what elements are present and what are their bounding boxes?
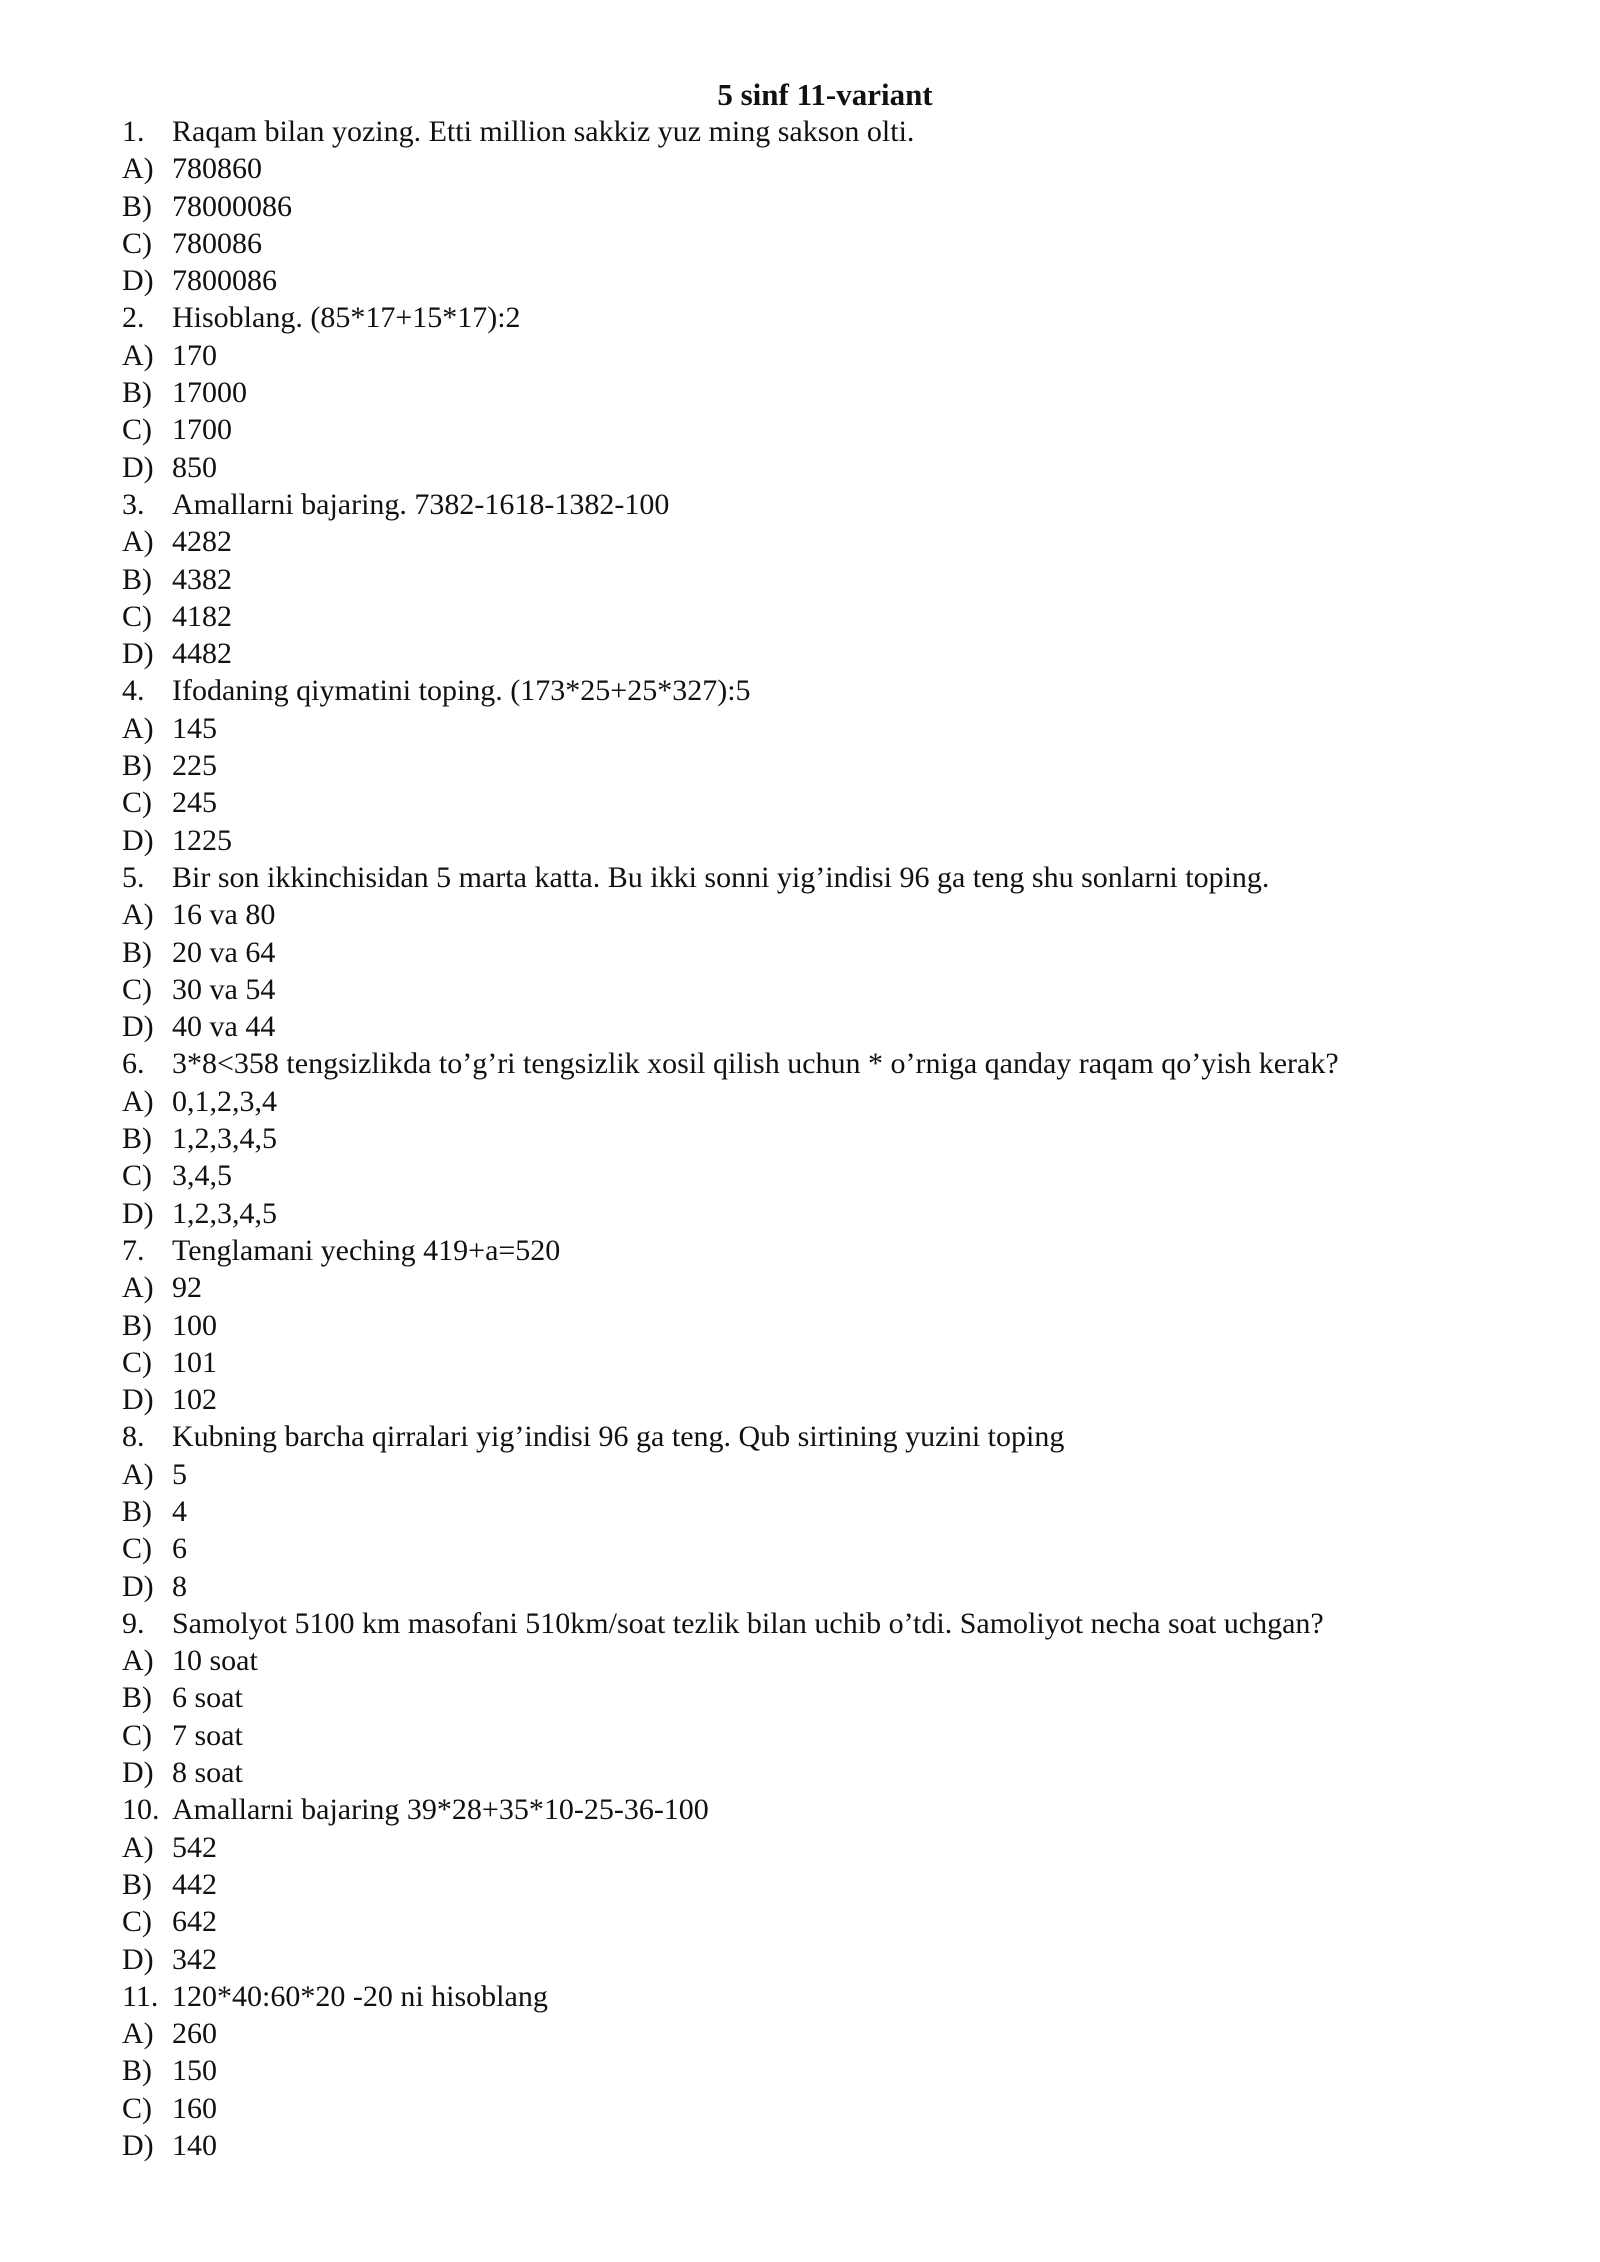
option-label: C) xyxy=(122,1345,152,1379)
option-text: 4482 xyxy=(172,637,232,671)
option-label: A) xyxy=(122,1271,154,1305)
option-label: A) xyxy=(122,1457,154,1491)
option-text: 100 xyxy=(172,1308,217,1342)
question-text: Samolyot 5100 km masofani 510km/soat tezlik bilan uchib o’tdi. Samoliyot necha soat uchgan? xyxy=(172,1606,1324,1640)
option-text: 5 xyxy=(172,1457,187,1491)
option-label: D) xyxy=(122,1010,154,1044)
answer-option xyxy=(122,374,1542,411)
answer-option xyxy=(122,1269,1542,1306)
question-1 xyxy=(122,113,1542,150)
answer-option xyxy=(122,1829,1542,1866)
option-text: 102 xyxy=(172,1383,217,1417)
option-text: 342 xyxy=(172,1942,217,1976)
answer-option xyxy=(122,934,1542,971)
answer-option xyxy=(122,1941,1542,1978)
question-list xyxy=(122,113,1542,2164)
option-label: C) xyxy=(122,1718,152,1752)
question-number: 4. xyxy=(122,674,145,708)
question-text: Ifodaning qiymatini toping. (173*25+25*327):5 xyxy=(172,674,751,708)
option-label: D) xyxy=(122,1383,154,1417)
option-text: 780860 xyxy=(172,152,262,186)
question-text: Bir son ikkinchisidan 5 marta katta. Bu ikki sonni yig’indisi 96 ga teng shu sonlarni toping. xyxy=(172,860,1270,894)
option-label: D) xyxy=(122,1942,154,1976)
question-number: 3. xyxy=(122,487,145,521)
answer-option xyxy=(122,784,1542,821)
answer-option xyxy=(122,1568,1542,1605)
answer-option xyxy=(122,188,1542,225)
option-label: D) xyxy=(122,637,154,671)
question-number: 8. xyxy=(122,1420,145,1454)
option-text: 7800086 xyxy=(172,264,277,298)
answer-option xyxy=(122,1717,1542,1754)
answer-option xyxy=(122,2127,1542,2164)
question-4 xyxy=(122,672,1542,709)
option-text: 140 xyxy=(172,2129,217,2163)
option-label: C) xyxy=(122,226,152,260)
option-text: 3,4,5 xyxy=(172,1159,232,1193)
option-label: C) xyxy=(122,1532,152,1566)
answer-option xyxy=(122,150,1542,187)
option-text: 4182 xyxy=(172,599,232,633)
question-8 xyxy=(122,1418,1542,1455)
option-text: 30 va 54 xyxy=(172,972,276,1006)
question-number: 6. xyxy=(122,1047,145,1081)
question-text: Amallarni bajaring 39*28+35*10-25-36-100 xyxy=(172,1793,709,1827)
option-text: 542 xyxy=(172,1830,217,1864)
option-label: B) xyxy=(122,935,152,969)
option-text: 225 xyxy=(172,749,217,783)
option-label: B) xyxy=(122,1308,152,1342)
question-7 xyxy=(122,1232,1542,1269)
option-text: 4282 xyxy=(172,525,232,559)
option-label: C) xyxy=(122,786,152,820)
option-label: A) xyxy=(122,2017,154,2051)
option-label: C) xyxy=(122,1905,152,1939)
option-label: D) xyxy=(122,1756,154,1790)
answer-option xyxy=(122,1307,1542,1344)
answer-option xyxy=(122,1008,1542,1045)
option-text: 1,2,3,4,5 xyxy=(172,1122,277,1156)
option-label: D) xyxy=(122,264,154,298)
answer-option xyxy=(122,561,1542,598)
option-label: A) xyxy=(122,1084,154,1118)
answer-option xyxy=(122,822,1542,859)
question-text: Tenglamani yeching 419+a=520 xyxy=(172,1233,561,1267)
option-label: A) xyxy=(122,525,154,559)
answer-option xyxy=(122,971,1542,1008)
option-text: 1700 xyxy=(172,413,232,447)
answer-option xyxy=(122,2090,1542,2127)
option-text: 0,1,2,3,4 xyxy=(172,1084,277,1118)
option-text: 260 xyxy=(172,2017,217,2051)
option-label: D) xyxy=(122,1569,154,1603)
question-text: Raqam bilan yozing. Etti million sakkiz yuz ming sakson olti. xyxy=(172,115,915,148)
question-number: 2. xyxy=(122,301,145,335)
question-6 xyxy=(122,1045,1542,1082)
option-label: A) xyxy=(122,711,154,745)
answer-option xyxy=(122,337,1542,374)
option-label: B) xyxy=(122,1122,152,1156)
answer-option xyxy=(122,1679,1542,1716)
answer-option xyxy=(122,449,1542,486)
question-number: 1. xyxy=(122,115,145,148)
option-label: C) xyxy=(122,2091,152,2125)
answer-option xyxy=(122,635,1542,672)
question-text: Hisoblang. (85*17+15*17):2 xyxy=(172,301,521,335)
option-text: 20 va 64 xyxy=(172,935,276,969)
option-text: 8 soat xyxy=(172,1756,243,1790)
option-text: 150 xyxy=(172,2054,217,2088)
answer-option xyxy=(122,1120,1542,1157)
option-text: 92 xyxy=(172,1271,202,1305)
question-text: 120*40:60*20 -20 ni hisoblang xyxy=(172,1979,548,2013)
answer-option xyxy=(122,1903,1542,1940)
option-text: 16 va 80 xyxy=(172,898,276,932)
answer-option xyxy=(122,1157,1542,1194)
question-number: 11. xyxy=(122,1979,159,2013)
option-label: C) xyxy=(122,599,152,633)
question-2 xyxy=(122,299,1542,336)
option-label: A) xyxy=(122,1830,154,1864)
option-label: A) xyxy=(122,152,154,186)
option-label: C) xyxy=(122,1159,152,1193)
question-11 xyxy=(122,1978,1542,2015)
option-text: 4382 xyxy=(172,562,232,596)
option-label: C) xyxy=(122,972,152,1006)
option-text: 442 xyxy=(172,1867,217,1901)
question-5 xyxy=(122,859,1542,896)
answer-option xyxy=(122,225,1542,262)
answer-option xyxy=(122,896,1542,933)
question-3 xyxy=(122,486,1542,523)
answer-option xyxy=(122,1642,1542,1679)
question-9 xyxy=(122,1605,1542,1642)
option-text: 6 soat xyxy=(172,1681,243,1715)
question-number: 7. xyxy=(122,1233,145,1267)
answer-option xyxy=(122,1530,1542,1567)
option-label: D) xyxy=(122,823,154,857)
option-text: 10 soat xyxy=(172,1644,258,1678)
option-label: D) xyxy=(122,2129,154,2163)
option-text: 4 xyxy=(172,1494,187,1528)
option-label: D) xyxy=(122,450,154,484)
option-text: 850 xyxy=(172,450,217,484)
option-label: B) xyxy=(122,749,152,783)
answer-option xyxy=(122,1493,1542,1530)
option-label: B) xyxy=(122,2054,152,2088)
answer-option xyxy=(122,2015,1542,2052)
answer-option xyxy=(122,1754,1542,1791)
option-label: B) xyxy=(122,1494,152,1528)
answer-option xyxy=(122,523,1542,560)
option-label: A) xyxy=(122,898,154,932)
option-label: B) xyxy=(122,376,152,410)
answer-option xyxy=(122,2052,1542,2089)
answer-option xyxy=(122,747,1542,784)
option-text: 160 xyxy=(172,2091,217,2125)
answer-option xyxy=(122,1456,1542,1493)
answer-option xyxy=(122,710,1542,747)
option-text: 78000086 xyxy=(172,189,292,223)
option-text: 101 xyxy=(172,1345,217,1379)
option-label: C) xyxy=(122,413,152,447)
option-text: 145 xyxy=(172,711,217,745)
option-text: 8 xyxy=(172,1569,187,1603)
option-label: B) xyxy=(122,1867,152,1901)
option-text: 642 xyxy=(172,1905,217,1939)
option-text: 7 soat xyxy=(172,1718,243,1752)
option-label: A) xyxy=(122,1644,154,1678)
answer-option xyxy=(122,1866,1542,1903)
answer-option xyxy=(122,411,1542,448)
option-label: B) xyxy=(122,189,152,223)
answer-option xyxy=(122,1195,1542,1232)
question-text: Kubning barcha qirralari yig’indisi 96 ga teng. Qub sirtining yuzini toping xyxy=(172,1420,1065,1454)
option-text: 40 va 44 xyxy=(172,1010,276,1044)
answer-option xyxy=(122,262,1542,299)
question-10 xyxy=(122,1791,1542,1828)
question-text: Amallarni bajaring. 7382-1618-1382-100 xyxy=(172,487,670,521)
option-text: 1,2,3,4,5 xyxy=(172,1196,277,1230)
option-label: B) xyxy=(122,1681,152,1715)
option-text: 780086 xyxy=(172,226,262,260)
option-label: A) xyxy=(122,338,154,372)
option-label: B) xyxy=(122,562,152,596)
question-text: 3*8<358 tengsizlikda to’g’ri tengsizlik xosil qilish uchun * o’rniga qanday raqam qo’yish kerak? xyxy=(172,1047,1339,1081)
answer-option xyxy=(122,1344,1542,1381)
option-label: D) xyxy=(122,1196,154,1230)
option-text: 6 xyxy=(172,1532,187,1566)
question-number: 9. xyxy=(122,1606,145,1640)
option-text: 17000 xyxy=(172,376,247,410)
option-text: 170 xyxy=(172,338,217,372)
option-text: 245 xyxy=(172,786,217,820)
answer-option xyxy=(122,598,1542,635)
answer-option xyxy=(122,1381,1542,1418)
question-number: 5. xyxy=(122,860,145,894)
option-text: 1225 xyxy=(172,823,232,857)
question-number: 10. xyxy=(122,1793,160,1827)
document-title: 5 sinf 11-variant xyxy=(717,77,933,112)
answer-option xyxy=(122,1083,1542,1120)
